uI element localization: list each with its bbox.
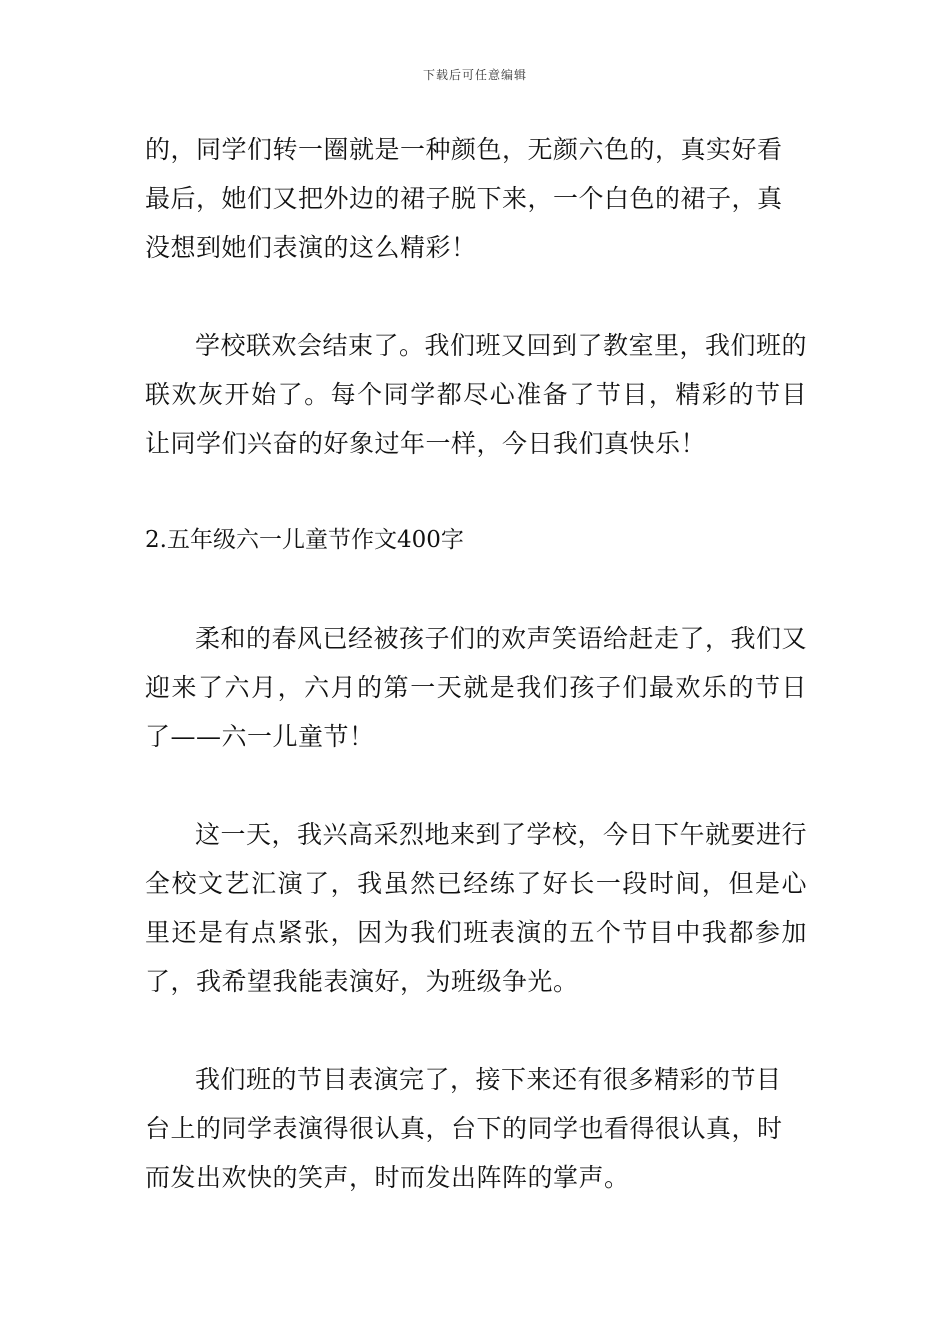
paragraph-5-line-2: 台上的同学表演得很认真，台下的同学也看得很认真，时 <box>145 1114 783 1143</box>
paragraph-5 <box>145 1055 807 1202</box>
paragraph-1-line-2: 最后，她们又把外边的裙子脱下来，一个白色的裙子，真 <box>145 184 783 213</box>
paragraph-5-line-3: 而发出欢快的笑声，时而发出阵阵的掌声。 <box>145 1163 630 1192</box>
paragraph-1 <box>145 125 807 272</box>
paragraph-5-line-1: 我们班的节目表演完了，接下来还有很多精彩的节目 <box>195 1065 782 1094</box>
paragraph-3: 柔和的春风已经被孩子们的欢声笑语给赶走了，我们又迎来了六月，六月的第一天就是我们孩子们最欢乐的节日了——六一儿童节！ <box>145 624 808 751</box>
paragraph-1-line-3: 没想到她们表演的这么精彩！ <box>145 233 477 262</box>
section-heading: 2.五年级六一儿童节作文400字 <box>145 527 464 553</box>
page-header: 下载后可任意编辑 <box>422 68 527 82</box>
paragraph-2: 学校联欢会结束了。我们班又回到了教室里，我们班的联欢灰开始了。每个同学都尽心准备了节目，精彩的节目让同学们兴奋的好象过年一样，今日我们真快乐！ <box>145 331 808 458</box>
paragraph-4: 这一天，我兴高采烈地来到了学校，今日下午就要进行全校文艺汇演了，我虽然已经练了好长一段时间，但是心里还是有点紧张，因为我们班表演的五个节目中我都参加了，我希望我能表演好，为班级争光。 <box>145 820 808 996</box>
paragraph-1-line-1: 的，同学们转一圈就是一种颜色，无颜六色的，真实好看 <box>145 135 783 164</box>
document-body <box>145 125 807 1202</box>
